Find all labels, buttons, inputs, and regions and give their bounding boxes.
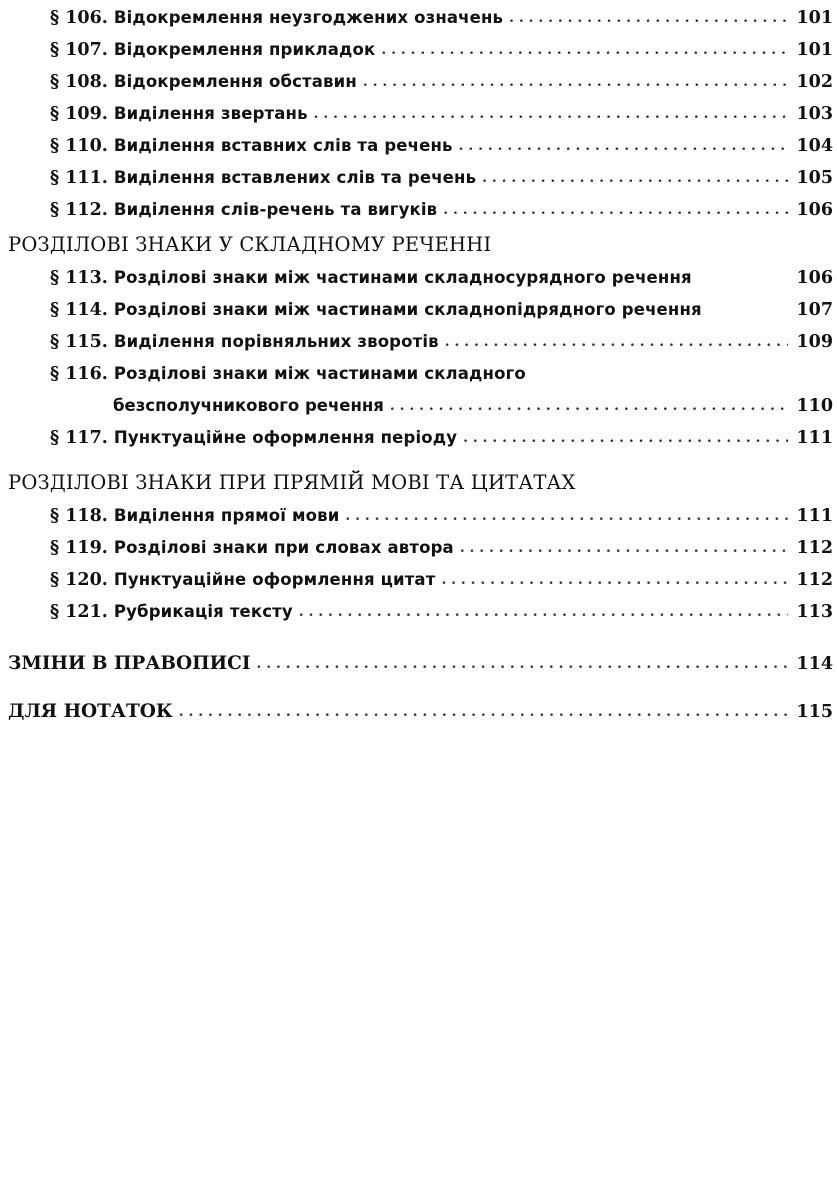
dot-leader [463,423,788,453]
section-title: Виділення вставлених слів та речень [113,168,477,187]
page-number: 115 [796,702,833,722]
dot-leader [381,35,788,65]
dot-leader [314,99,789,129]
section-number: § 112. [50,200,108,220]
section-title: Виділення прямої мови [113,506,340,525]
section-heading-direct-speech: РОЗДІЛОВІ ЗНАКИ ПРИ ПРЯМІЙ МОВІ ТА ЦИТАТАХ [8,471,576,494]
section-title: Відокремлення обставин [113,72,357,91]
toc-entry-spelling-changes[interactable] [8,649,833,679]
dot-leader [363,67,789,97]
section-number: § 114. [50,300,108,320]
section-title: Розділові знаки при словах автора [113,538,454,557]
section-title: Виділення вставних слів та речень [113,136,453,155]
dot-leader [509,3,788,33]
dot-leader [482,163,788,193]
page-number: 113 [796,602,833,622]
dot-leader [443,195,788,225]
page-number: 109 [796,332,833,352]
section-number: § 118. [50,506,108,526]
section-title: Пунктуаційне оформлення цитат [113,570,436,589]
page-number: 104 [796,136,833,156]
dot-leader [441,565,788,595]
page-number: 105 [796,168,833,188]
section-heading-complex-sentence: РОЗДІЛОВІ ЗНАКИ У СКЛАДНОМУ РЕЧЕННІ [8,233,492,256]
page-number: 110 [796,396,833,416]
section-number: § 108. [50,72,108,92]
dot-leader [459,131,789,161]
page-number: 102 [796,72,833,92]
page-number: 103 [796,104,833,124]
toc-entry-110[interactable] [50,131,833,161]
section-number: § 111. [50,168,108,188]
section-title: Розділові знаки між частинами складного [113,364,526,383]
section-title: Розділові знаки між частинами складнопідрядного речення [113,300,702,319]
toc-entry-111[interactable] [50,163,833,193]
dot-leader [390,391,789,421]
toc-entry-112[interactable] [50,195,833,225]
section-title: ЗМІНИ В ПРАВОПИСІ [8,653,251,674]
toc-entry-115[interactable] [50,327,833,357]
section-number: § 109. [50,104,108,124]
page-number: 111 [796,506,833,526]
toc-entry-108[interactable] [50,67,833,97]
section-title: Виділення порівняльних зворотів [113,332,439,351]
section-number: § 117. [50,428,108,448]
page-number: 106 [796,200,833,220]
toc-entry-117[interactable] [50,423,833,453]
dot-leader [345,501,788,531]
section-title: Пунктуаційне оформлення періоду [113,428,458,447]
toc-entry-106[interactable] [50,3,833,33]
page-number: 107 [796,300,833,320]
page-number: 112 [796,570,833,590]
toc-entry-121[interactable] [50,597,833,627]
page-number: 106 [796,268,833,288]
section-number: § 107. [50,40,108,60]
section-number: § 115. [50,332,108,352]
section-number: § 119. [50,538,108,558]
dot-leader [179,697,789,727]
toc-entry-107[interactable] [50,35,833,65]
dot-leader [256,649,788,679]
toc-entry-114[interactable] [50,295,833,325]
section-title: Виділення звертань [113,104,308,123]
toc-entry-118[interactable] [50,501,833,531]
dot-leader [299,597,789,627]
toc-entry-119[interactable] [50,533,833,563]
section-title: Відокремлення неузгоджених означень [113,8,504,27]
section-number: § 116. [50,364,108,384]
toc-entry-116[interactable] [50,359,833,389]
page-number: 111 [796,428,833,448]
section-title: Розділові знаки між частинами складносурядного речення [113,268,692,287]
section-title: Відокремлення прикладок [113,40,376,59]
section-number: § 120. [50,570,108,590]
section-number: § 110. [50,136,108,156]
toc-entry-116-continuation[interactable] [113,391,833,421]
page-number: 114 [796,654,833,674]
section-number: § 106. [50,8,108,28]
section-number: § 121. [50,602,108,622]
toc-entry-113[interactable] [50,263,833,293]
section-title: Виділення слів-речень та вигуків [113,200,438,219]
section-title: ДЛЯ НОТАТОК [8,701,173,722]
page-number: 101 [796,8,833,28]
page-number: 101 [796,40,833,60]
toc-entry-109[interactable] [50,99,833,129]
toc-entry-notes[interactable] [8,697,833,727]
section-number: § 113. [50,268,108,288]
toc-entry-120[interactable] [50,565,833,595]
dot-leader [460,533,789,563]
section-title-continuation: безсполучникового речення [113,396,384,415]
dot-leader [445,327,789,357]
section-title: Рубрикація тексту [113,602,293,621]
page-number: 112 [796,538,833,558]
